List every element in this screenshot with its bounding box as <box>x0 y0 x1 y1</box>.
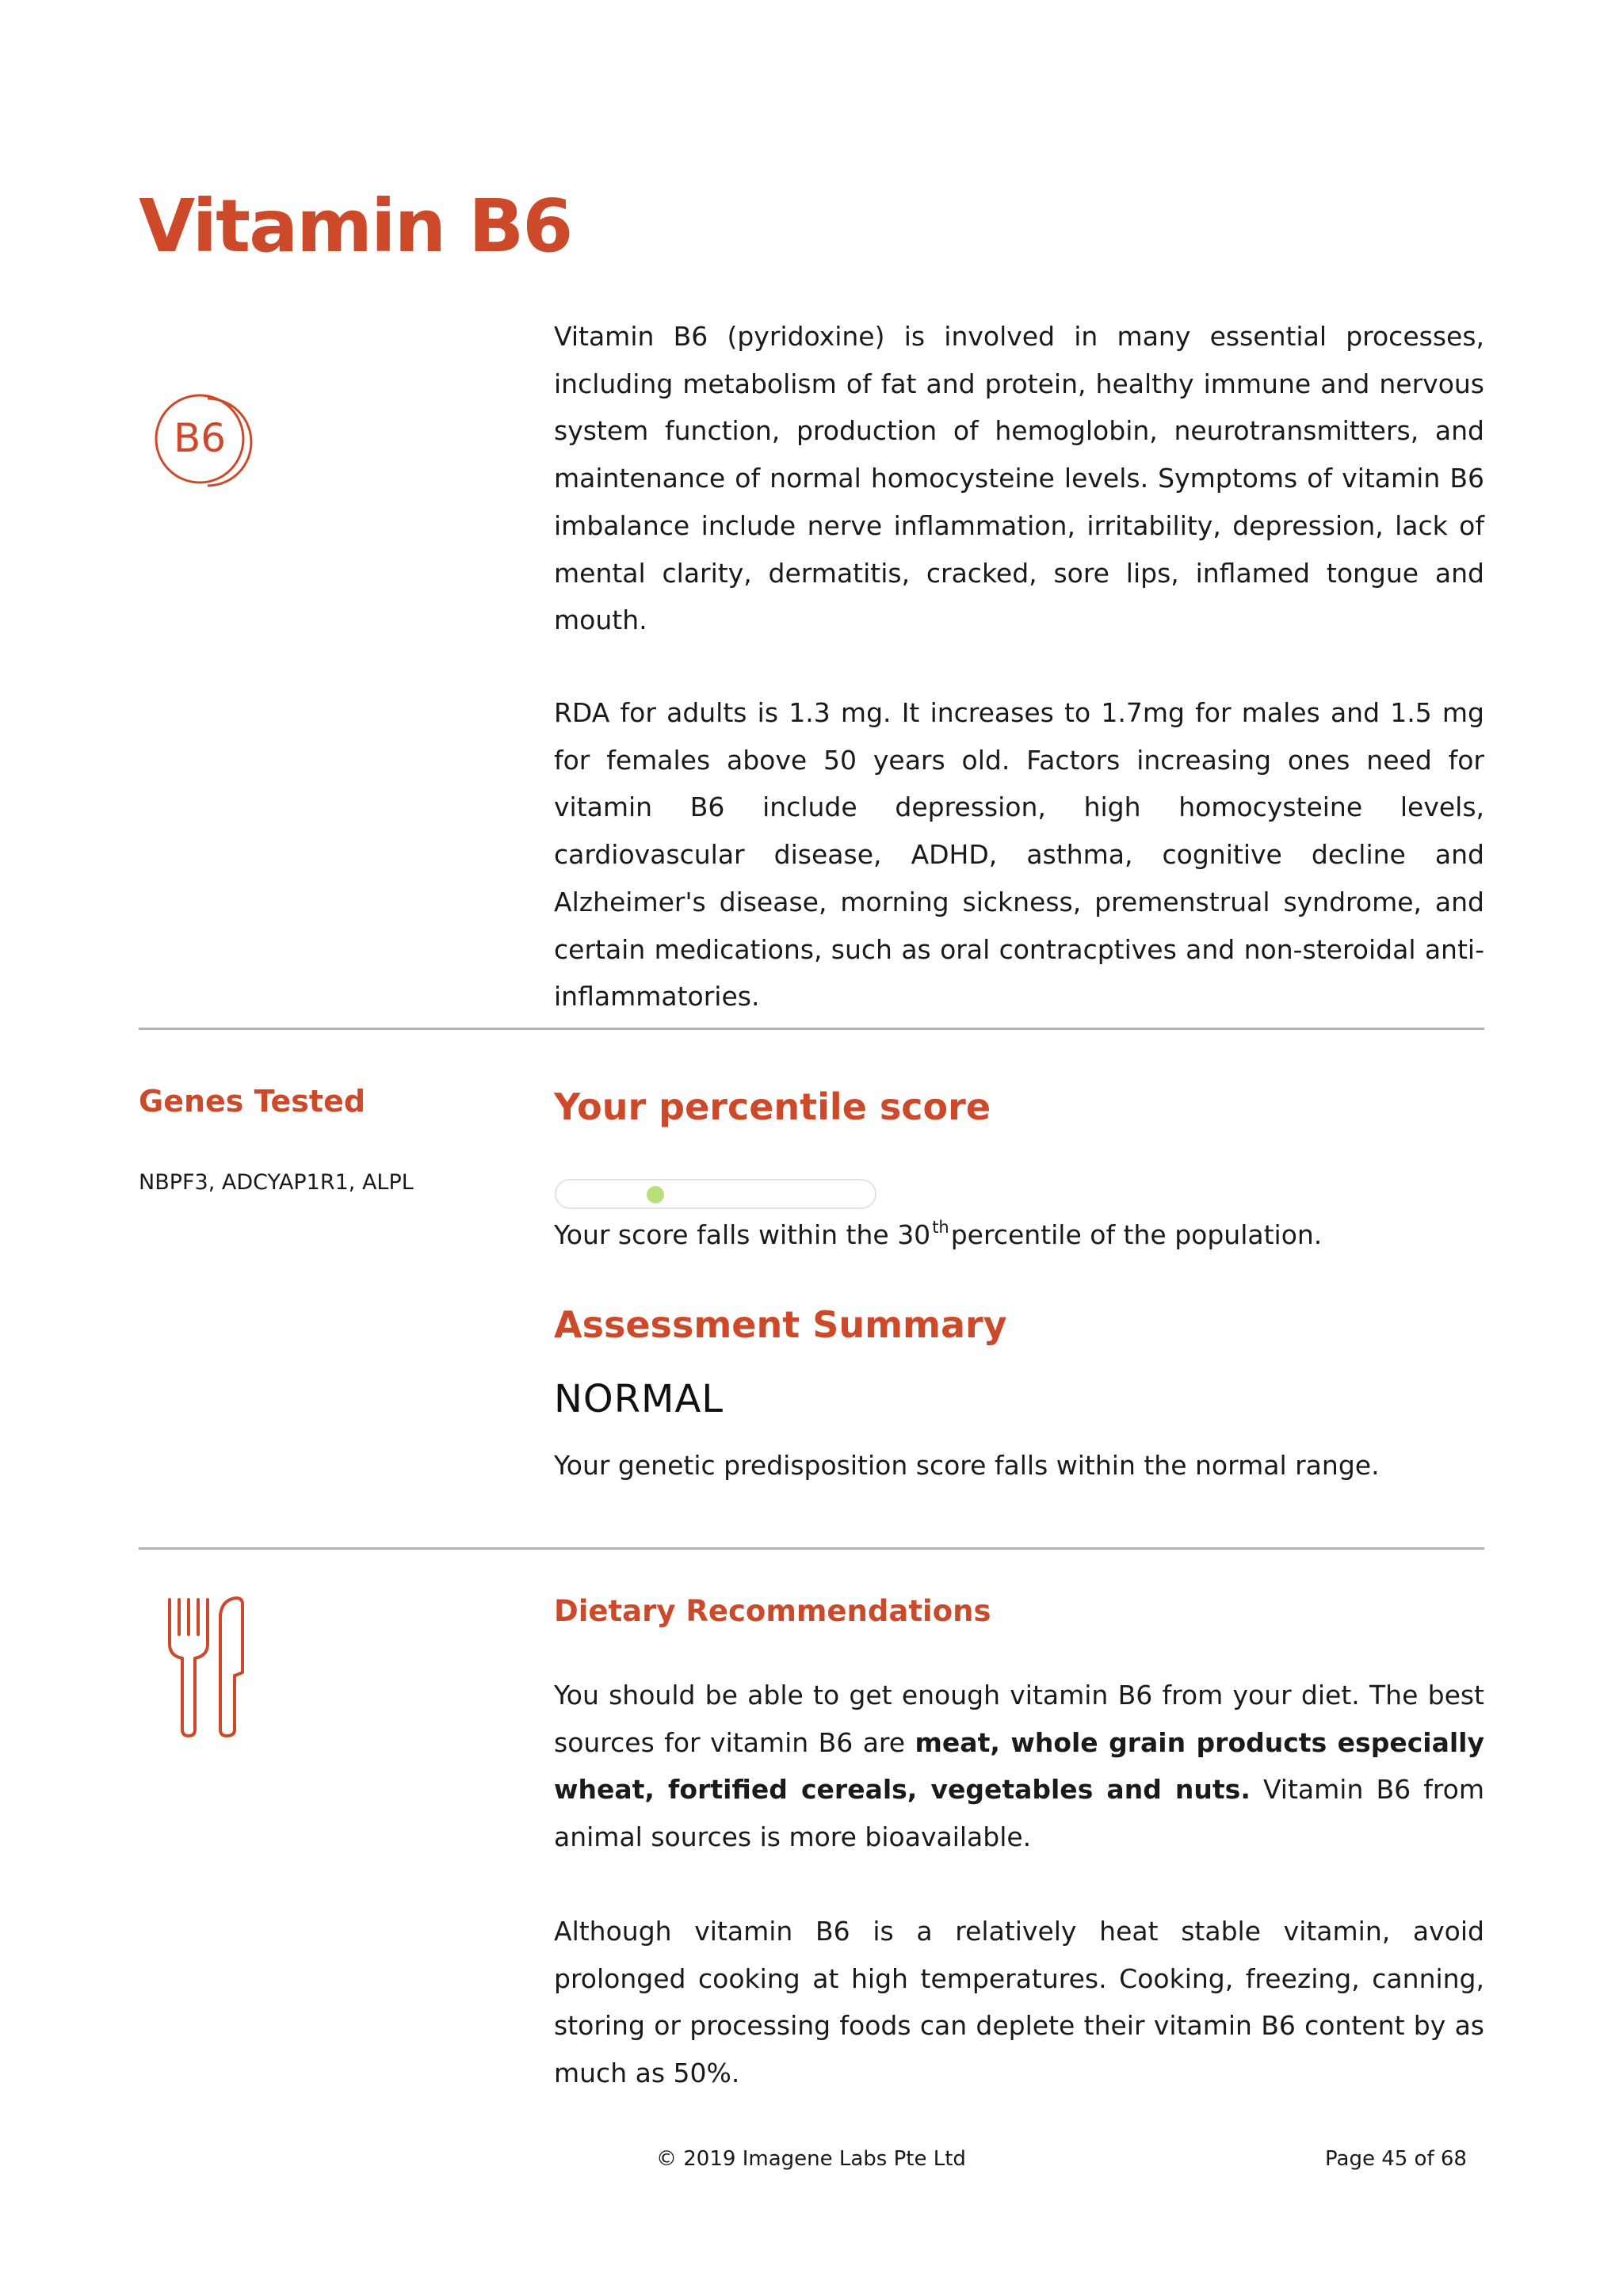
percentile-text-after: percentile of the population. <box>950 1219 1323 1250</box>
diet-paragraph-2: Although vitamin B6 is a relatively heat stable vitamin, avoid prolonged cooking at high temperatures. Cooking, freezing, canning, storing or processing foods can deplete their vitamin B6 content by as much as 50%. <box>554 1916 1484 2089</box>
badge-label: B6 <box>173 415 227 461</box>
percentile-bar <box>555 1179 876 1209</box>
genes-tested-heading: Genes Tested <box>139 1084 366 1119</box>
percentile-marker <box>647 1186 664 1203</box>
intro-paragraph-2: RDA for adults is 1.3 mg. It increases to 1.7mg for males and 1.5 mg for females above 50 years old. Factors increasing ones need for vitamin B6 include depression, high homocysteine levels, cardiovascular disease, ADHD, asthma, cognitive decline and Alzheimer's disease, morning sickness, premenstrual syndrome, and certain medications, such as oral contracptives and non-steroidal anti-inflammatories. <box>554 697 1484 1013</box>
diet-paragraph-1-start: You should be able to get enough vitamin B6 from your diet. The best sources for vitamin B6 are <box>554 1680 1484 1758</box>
genes-list: NBPF3, ADCYAP1R1, ALPL <box>139 1170 414 1195</box>
intro-paragraph-1: Vitamin B6 (pyridoxine) is involved in many essential processes, including metabolism of fat and protein, healthy immune and nervous system function, production of hemoglobin, neurotransmitters, and maintenance of normal homocysteine levels. Symptoms of vitamin B6 imbalance include nerve inflammation, irritability, depression, lack of mental clarity, dermatitis, cracked, sore lips, inflamed tongue and mouth. <box>554 321 1484 636</box>
diet-paragraph-1-end: Vitamin B6 from animal sources is more bioavailable. <box>554 1774 1484 1853</box>
page-title: Vitamin B6 <box>139 184 572 269</box>
percentile-suffix: th <box>932 1218 949 1237</box>
cutlery-icon <box>166 1596 254 1739</box>
diet-paragraph-1 <box>554 1672 1484 1861</box>
percentile-text-before: Your score falls within the 30 <box>554 1219 931 1250</box>
assessment-heading: Assessment Summary <box>554 1303 1007 1346</box>
footer-copyright: © 2019 Imagene Labs Pte Ltd <box>656 2147 966 2171</box>
percentile-heading: Your percentile score <box>554 1085 991 1128</box>
assessment-description: Your genetic predisposition score falls within the normal range. <box>554 1450 1380 1481</box>
section-divider <box>139 1028 1484 1030</box>
b6-badge-icon <box>141 387 268 498</box>
diet-sources-highlight: meat, whole grain products especially wheat, fortified cereals, vegetables and nuts. <box>554 1726 1484 1806</box>
section-divider <box>139 1547 1484 1550</box>
dietary-recommendations-heading: Dietary Recommendations <box>554 1594 991 1628</box>
assessment-result: NORMAL <box>554 1377 724 1421</box>
percentile-text <box>554 1218 1322 1250</box>
footer-page-number: Page 45 of 68 <box>1325 2147 1467 2171</box>
